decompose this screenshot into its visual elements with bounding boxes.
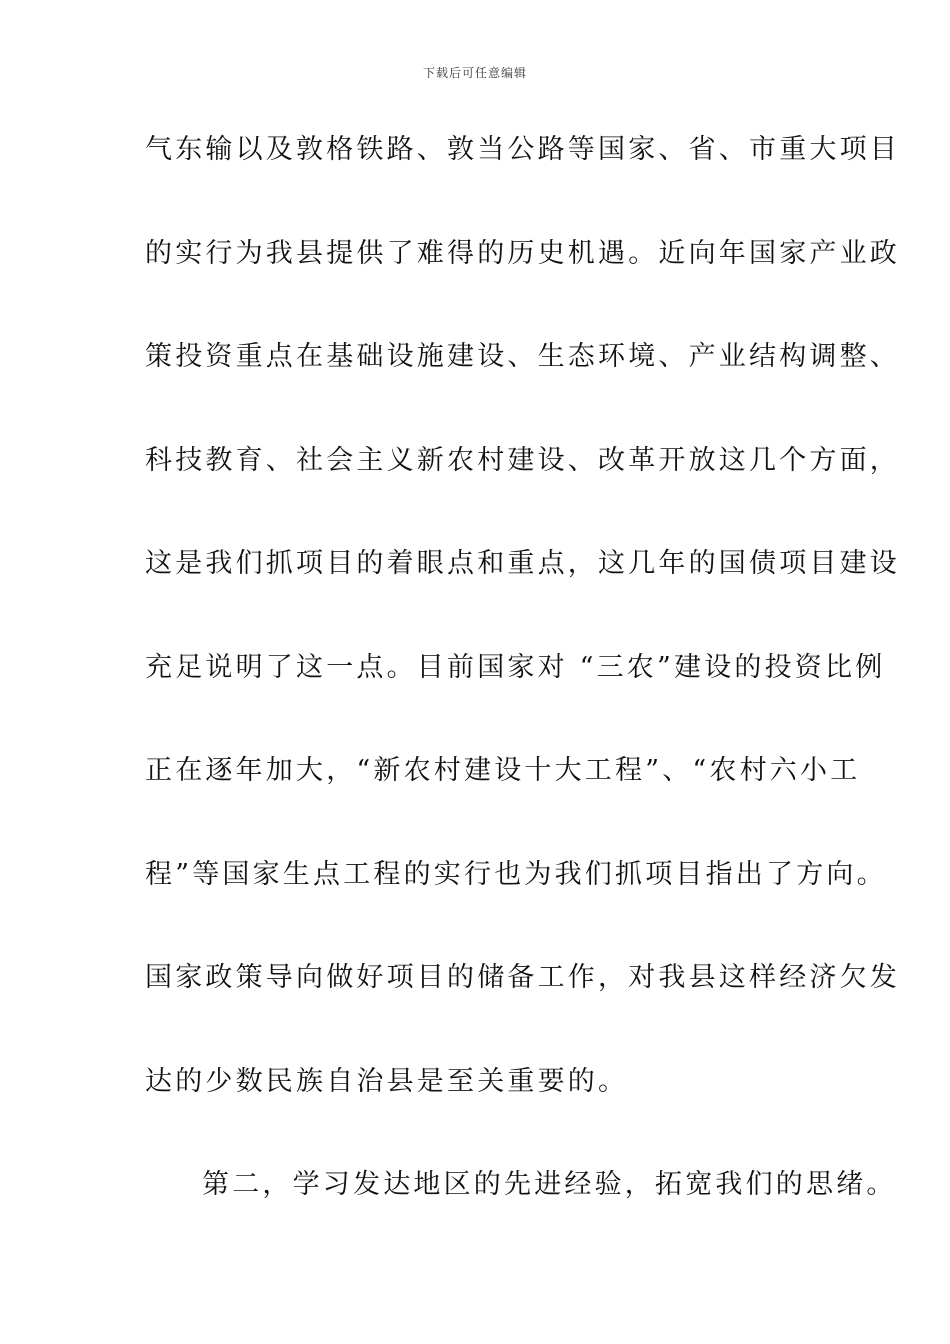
paragraph-heading-line: 第二，学习发达地区的先进经验，拓宽我们的思绪。 xyxy=(202,1169,897,1200)
document-body xyxy=(145,122,900,1261)
text-line: 科技教育、社会主义新农村建设、改革开放这几个方面， xyxy=(145,444,900,476)
text-line: 的实行为我县提供了难得的历史机遇。近向年国家产业政 xyxy=(145,237,900,269)
text-line: 程”等国家生点工程的实行也为我们抓项目指出了方向。 xyxy=(145,858,887,890)
text-line: 气东输以及敦格铁路、敦当公路等国家、省、市重大项目 xyxy=(145,134,900,165)
text-line: 充足说明了这一点。目前国家对 “三农”建设的投资比例 xyxy=(145,651,886,683)
text-line: 达的少数民族自治县是至关重要的。 xyxy=(145,1065,629,1097)
text-line: 正在逐年加大，“新农村建设十大工程”、“农村六小工 xyxy=(145,755,861,786)
text-line: 这是我们抓项目的着眼点和重点，这几年的国债项目建设 xyxy=(145,548,900,579)
text-line: 策投资重点在基础设施建设、生态环境、产业结构调整、 xyxy=(145,341,900,372)
page-header: 下载后可任意编辑 xyxy=(422,66,527,80)
text-line: 国家政策导向做好项目的储备工作，对我县这样经济欠发 xyxy=(145,962,900,993)
